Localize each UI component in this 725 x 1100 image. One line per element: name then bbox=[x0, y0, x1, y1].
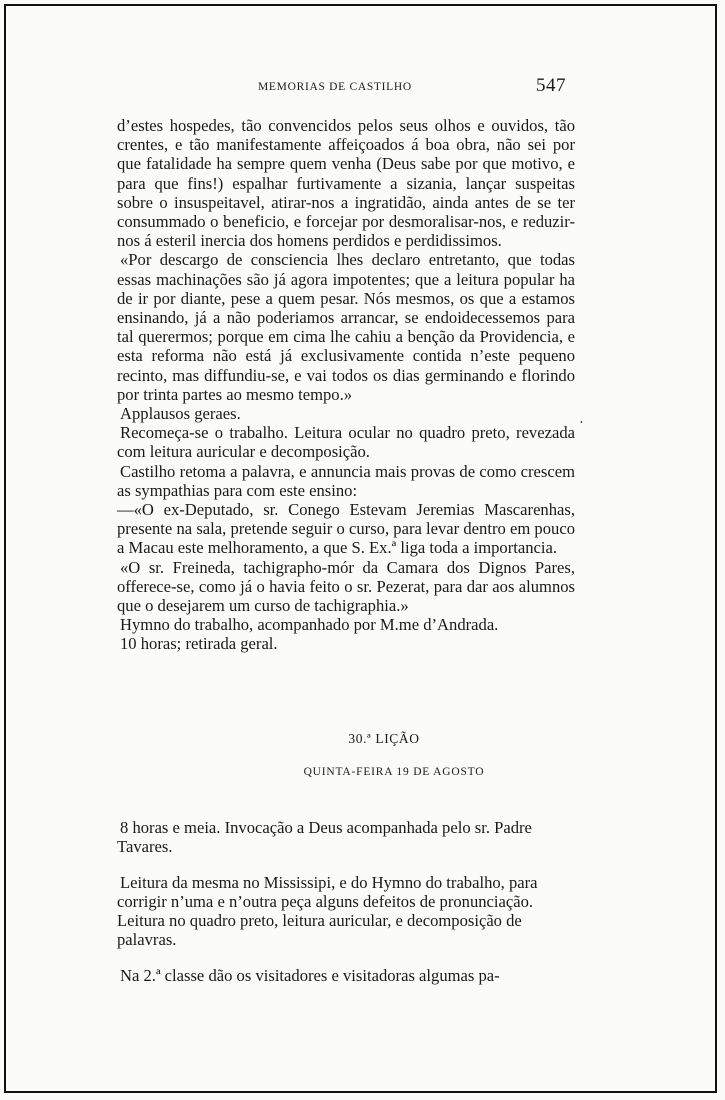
paragraph: Hymno do trabalho, acompanhado por M.me d’Andrada. bbox=[120, 615, 499, 635]
paragraph: —«O ex-Deputado, sr. Conego Estevam Jeremias Mascarenhas, presente na sala, pretende seguir o curso, para levar dentro em pouco a Macau este melhoramento, a que S. Ex.ª liga toda a importancia. bbox=[117, 500, 575, 558]
body-text-continued bbox=[117, 801, 575, 1002]
paragraph: Applausos geraes. bbox=[120, 404, 241, 424]
paragraph: Castilho retoma a palavra, e annuncia mais provas de como crescem as sympathias para com este ensino: bbox=[117, 461, 575, 500]
paragraph: 8 horas e meia. Invocação a Deus acompanhada pelo sr. Padre Tavares. bbox=[117, 817, 532, 856]
paragraph: Leitura da mesma no Mississipi, e do Hymno do trabalho, para corrigir n’uma e n’outra peça alguns defeitos de pronunciação. Leitura no quadro preto, leitura auricular, e decomposição de palavras. bbox=[117, 872, 538, 950]
paragraph: Na 2.ª classe dão os visitadores e visitadoras algumas pa- bbox=[120, 966, 500, 985]
running-title: MEMORIAS DE CASTILHO bbox=[258, 81, 412, 93]
paragraph: Recomeça-se o trabalho. Leitura ocular no quadro preto, revezada com leitura auricular e decomposição. bbox=[117, 423, 575, 462]
page-number: 547 bbox=[536, 75, 566, 96]
paragraph: d’estes hospedes, tão convencidos pelos seus olhos e ouvidos, tão crentes, e tão manifestamente affeiçoados á boa obra, não sei por que fatalidade ha sempre quem venha (Deus sabe por que motivo, e para que fins!) espalhar furtivamente a sizania, lançar suspeitas sobre o insuspeitavel, atirar-nos a ingratidão, ainda antes de se ter consummado o beneficio, e forcejar por desmoralisar-nos, e reduzir-nos á esteril inercia dos homens perdidos e perdidissimos. bbox=[117, 116, 575, 251]
running-header bbox=[0, 75, 725, 101]
margin-mark: • bbox=[580, 418, 583, 427]
paragraph: 10 horas; retirada geral. bbox=[120, 634, 278, 654]
lesson-title: 30.ª LIÇÃO bbox=[348, 731, 420, 746]
paragraph: «Por descargo de consciencia lhes declaro entretanto, que todas essas machinações são já agora impotentes; que a leitura popular ha de ir por diante, pese a quem pesar. Nós mesmos, os que a estamos ensinando, já a não poderiamos arrancar, se endoidecessemos para tal querermos; porque em cima lhe cahiu a benção da Providencia, e esta reforma não está já exclusivamente contida n’este pequeno recinto, mas diffundiu-se, e vai todos os dias germinando e florindo por trinta partes ao mesmo tempo.» bbox=[117, 250, 575, 404]
body-text bbox=[117, 116, 575, 654]
lesson-date: QUINTA-FEIRA 19 DE AGOSTO bbox=[303, 766, 485, 778]
paragraph: «O sr. Freineda, tachigrapho-mór da Camara dos Dignos Pares, offerece-se, como já o havia feito o sr. Pezerat, para dar aos alumnos que o desejarem um curso de tachigraphia.» bbox=[117, 557, 575, 616]
